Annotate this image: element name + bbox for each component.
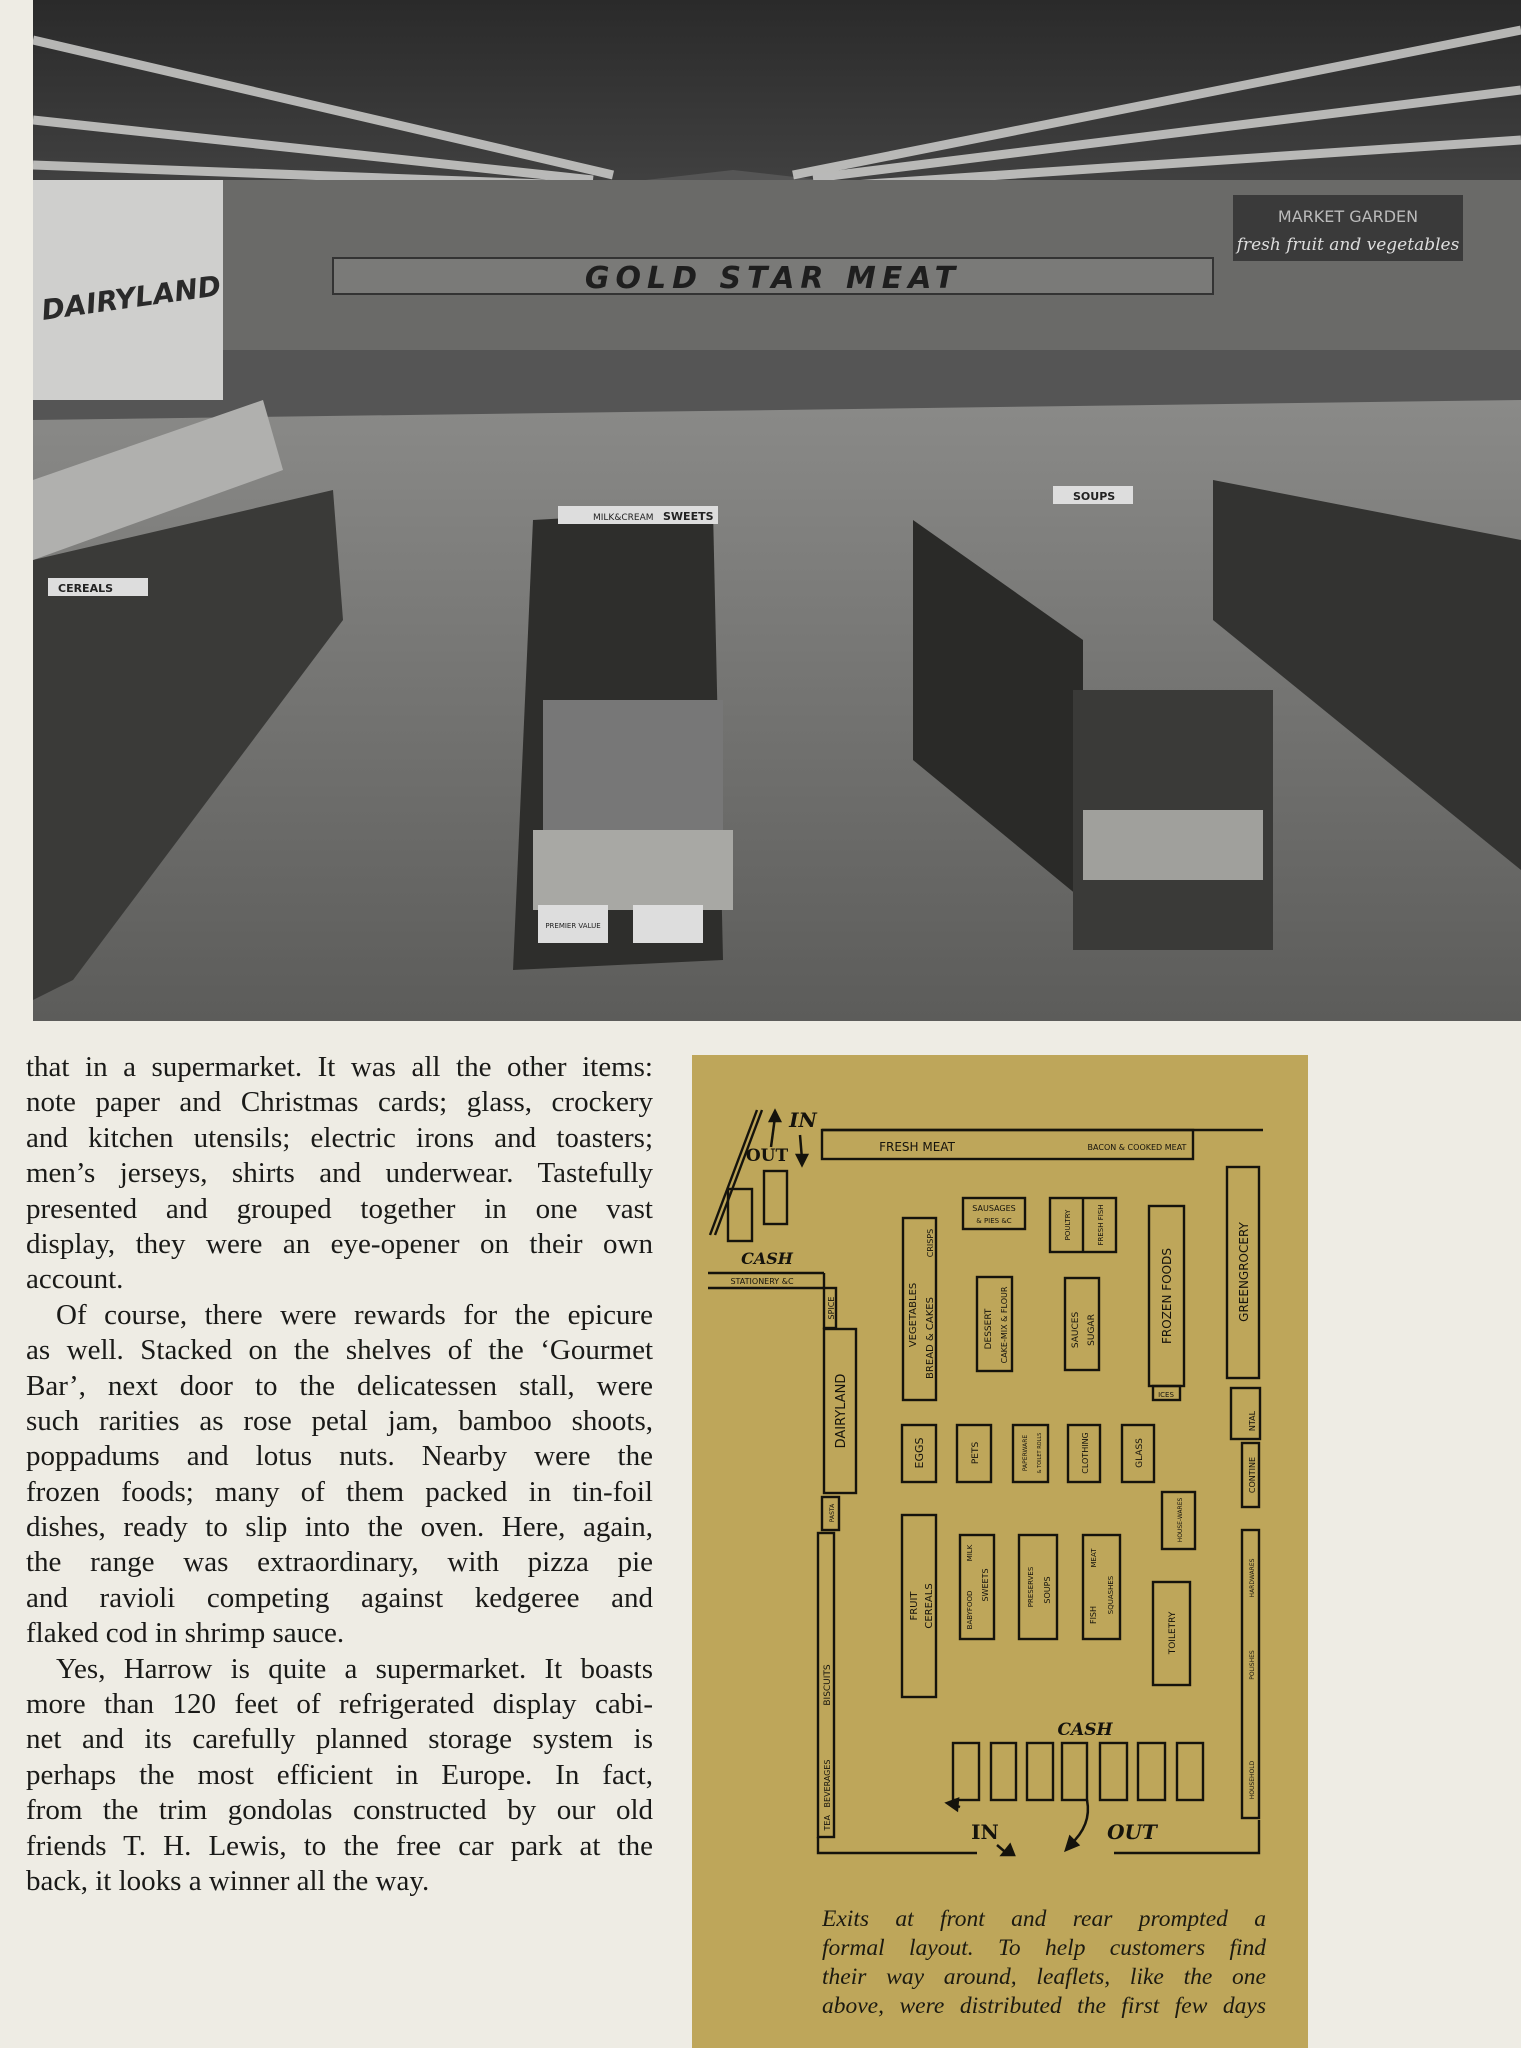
- sign-fresh-fruit: fresh fruit and vegetables: [1236, 235, 1460, 255]
- article-line: note paper and Christmas cards; glass, crockery: [26, 1086, 653, 1119]
- plan-out-label: OUT: [745, 1146, 789, 1166]
- milk-label: MILK: [966, 1544, 974, 1562]
- sauces-label: SAUCES: [1071, 1311, 1081, 1349]
- fruit-label: FRUIT: [909, 1591, 920, 1621]
- sweets-label: SWEETS: [981, 1568, 990, 1602]
- article-line: Of course, there were rewards for the epicure: [56, 1298, 653, 1331]
- vegetables-label: VEGETABLES: [908, 1282, 919, 1348]
- floor-plan-diagram: [692, 1055, 1308, 2048]
- article-line: Bar’, next door to the delicatessen stall, were: [26, 1369, 653, 1402]
- spice-label: SPICE: [827, 1296, 836, 1320]
- cereals-label: CEREALS: [924, 1583, 935, 1629]
- article-line: back, it looks a winner all the way.: [26, 1864, 430, 1897]
- sign-soups: SOUPS: [1073, 490, 1116, 503]
- household-label: HOUSEHOLD: [1249, 1760, 1256, 1800]
- plan-cash-label: CASH: [741, 1249, 793, 1268]
- article-line: display, they were an eye-opener on their own: [26, 1227, 653, 1260]
- bread-cakes-label: BREAD & CAKES: [925, 1297, 936, 1379]
- eggs-label: EGGS: [913, 1437, 926, 1469]
- plan-out-label-front: OUT: [1107, 1820, 1157, 1844]
- article-line: perhaps the most efficient in Europe. In fact,: [26, 1758, 653, 1791]
- sign-premier-value: PREMIER VALUE: [545, 922, 601, 930]
- plan-cash-label-front: CASH: [1057, 1720, 1113, 1740]
- article-line: dishes, ready to slip into the oven. Here, again,: [26, 1511, 653, 1544]
- article-line: net and its carefully planned storage system is: [26, 1723, 653, 1756]
- housewares-label: HOUSE-WARES: [1177, 1497, 1184, 1543]
- polishes-label: POLISHES: [1249, 1650, 1256, 1680]
- article-line: presented and grouped together in one vast: [26, 1192, 653, 1225]
- plan-in-label-front: IN: [971, 1820, 999, 1844]
- caption-line: their way around, leaflets, like the one: [822, 1964, 1266, 1990]
- fresh-meat-label: FRESH MEAT: [879, 1140, 955, 1154]
- pies-label: & PIES &C: [976, 1217, 1012, 1225]
- frozen-foods-label: FROZEN FOODS: [1160, 1248, 1174, 1344]
- greengrocery-label: GREENGROCERY: [1237, 1222, 1251, 1322]
- poultry-label: POULTRY: [1064, 1209, 1072, 1241]
- sign-sweets: SWEETS: [663, 510, 714, 523]
- article-line: poppadums and lotus nuts. Nearby were the: [26, 1440, 653, 1473]
- article-line: frozen foods; many of them packed in tin-foil: [26, 1475, 653, 1508]
- continental-label-top: NTAL: [1248, 1410, 1257, 1432]
- pasta-label: PASTA: [829, 1503, 836, 1523]
- dairyland-label: DAIRYLAND: [834, 1373, 849, 1449]
- store-floor-plan: [692, 1055, 1308, 2048]
- article-line: from the trim gondolas constructed by our old: [26, 1794, 653, 1827]
- pets-label: PETS: [971, 1441, 981, 1465]
- article-line: and ravioli competing against kedgeree and: [26, 1581, 653, 1614]
- plan-in-label: IN: [789, 1108, 817, 1132]
- paperware-label: PAPERWARE: [1022, 1434, 1029, 1472]
- article-line: more than 120 feet of refrigerated display cabi-: [26, 1688, 653, 1721]
- article-line: flaked cod in shrimp sauce.: [26, 1617, 345, 1650]
- article-line: friends T. H. Lewis, to the free car park at the: [26, 1829, 653, 1862]
- caption-line: Exits at front and rear prompted a: [822, 1906, 1266, 1932]
- meat-label: MEAT: [1090, 1548, 1098, 1568]
- article-line: account.: [26, 1263, 124, 1296]
- article-line: Yes, Harrow is quite a supermarket. It boasts: [56, 1652, 653, 1685]
- article-line: the range was extraordinary, with pizza pie: [26, 1546, 653, 1579]
- sausages-label: SAUSAGES: [972, 1204, 1016, 1213]
- sugar-label: SUGAR: [1087, 1314, 1097, 1346]
- sign-market-garden: MARKET GARDEN: [1277, 207, 1419, 226]
- babyfood-label: BABYFOOD: [966, 1590, 974, 1630]
- sign-milk-cream: MILK&CREAM: [593, 513, 654, 523]
- clothing-label: CLOTHING: [1081, 1432, 1090, 1474]
- article-line: and kitchen utensils; electric irons and toasters;: [26, 1121, 653, 1154]
- caption-line: formal layout. To help customers find: [822, 1935, 1266, 1961]
- supermarket-interior-photo: [33, 0, 1521, 1021]
- cake-mix-label: CAKE-MIX & FLOUR: [1000, 1286, 1009, 1364]
- fish-label: FISH: [1089, 1605, 1098, 1625]
- plan-caption: [822, 1905, 1266, 2021]
- dessert-label: DESSERT: [984, 1308, 994, 1350]
- bacon-label: BACON & COOKED MEAT: [1087, 1143, 1187, 1152]
- continental-label-bottom: CONTINE: [1248, 1456, 1257, 1494]
- tea-beverages-label: TEA BEVERAGES: [823, 1759, 832, 1831]
- article-line: such rarities as rose petal jam, bamboo shoots,: [26, 1404, 653, 1437]
- squashes-label: SQUASHES: [1107, 1575, 1115, 1615]
- toiletry-label: TOILETRY: [1168, 1611, 1178, 1655]
- article-body: [26, 1050, 653, 1899]
- stationery-label: STATIONERY &C: [730, 1277, 794, 1286]
- toilet-rolls-label: & TOILET ROLLS: [1037, 1432, 1043, 1474]
- hardwares-label: HARDWARES: [1249, 1558, 1256, 1598]
- fresh-fish-label: FRESH FISH: [1097, 1204, 1105, 1246]
- sign-gold-star-meat: GOLD STAR MEAT: [584, 261, 962, 296]
- article-line: that in a supermarket. It was all the other items:: [26, 1051, 653, 1083]
- crisps-label: CRISPS: [926, 1228, 935, 1258]
- ices-label: ICES: [1158, 1391, 1174, 1399]
- sign-cereals: CEREALS: [58, 582, 114, 595]
- biscuits-label: BISCUITS: [823, 1664, 833, 1706]
- caption-line: above, were distributed the first few days: [822, 1993, 1266, 2019]
- article-line: men’s jerseys, shirts and underwear. Tastefully: [26, 1157, 653, 1190]
- preserves-label: PRESERVES: [1027, 1566, 1035, 1608]
- glass-label: GLASS: [1135, 1438, 1145, 1468]
- sign-dairyland: DAIRYLAND: [39, 269, 224, 327]
- article-line: as well. Stacked on the shelves of the ‘Gourmet: [26, 1334, 653, 1367]
- soups-label: SOUPS: [1043, 1576, 1052, 1604]
